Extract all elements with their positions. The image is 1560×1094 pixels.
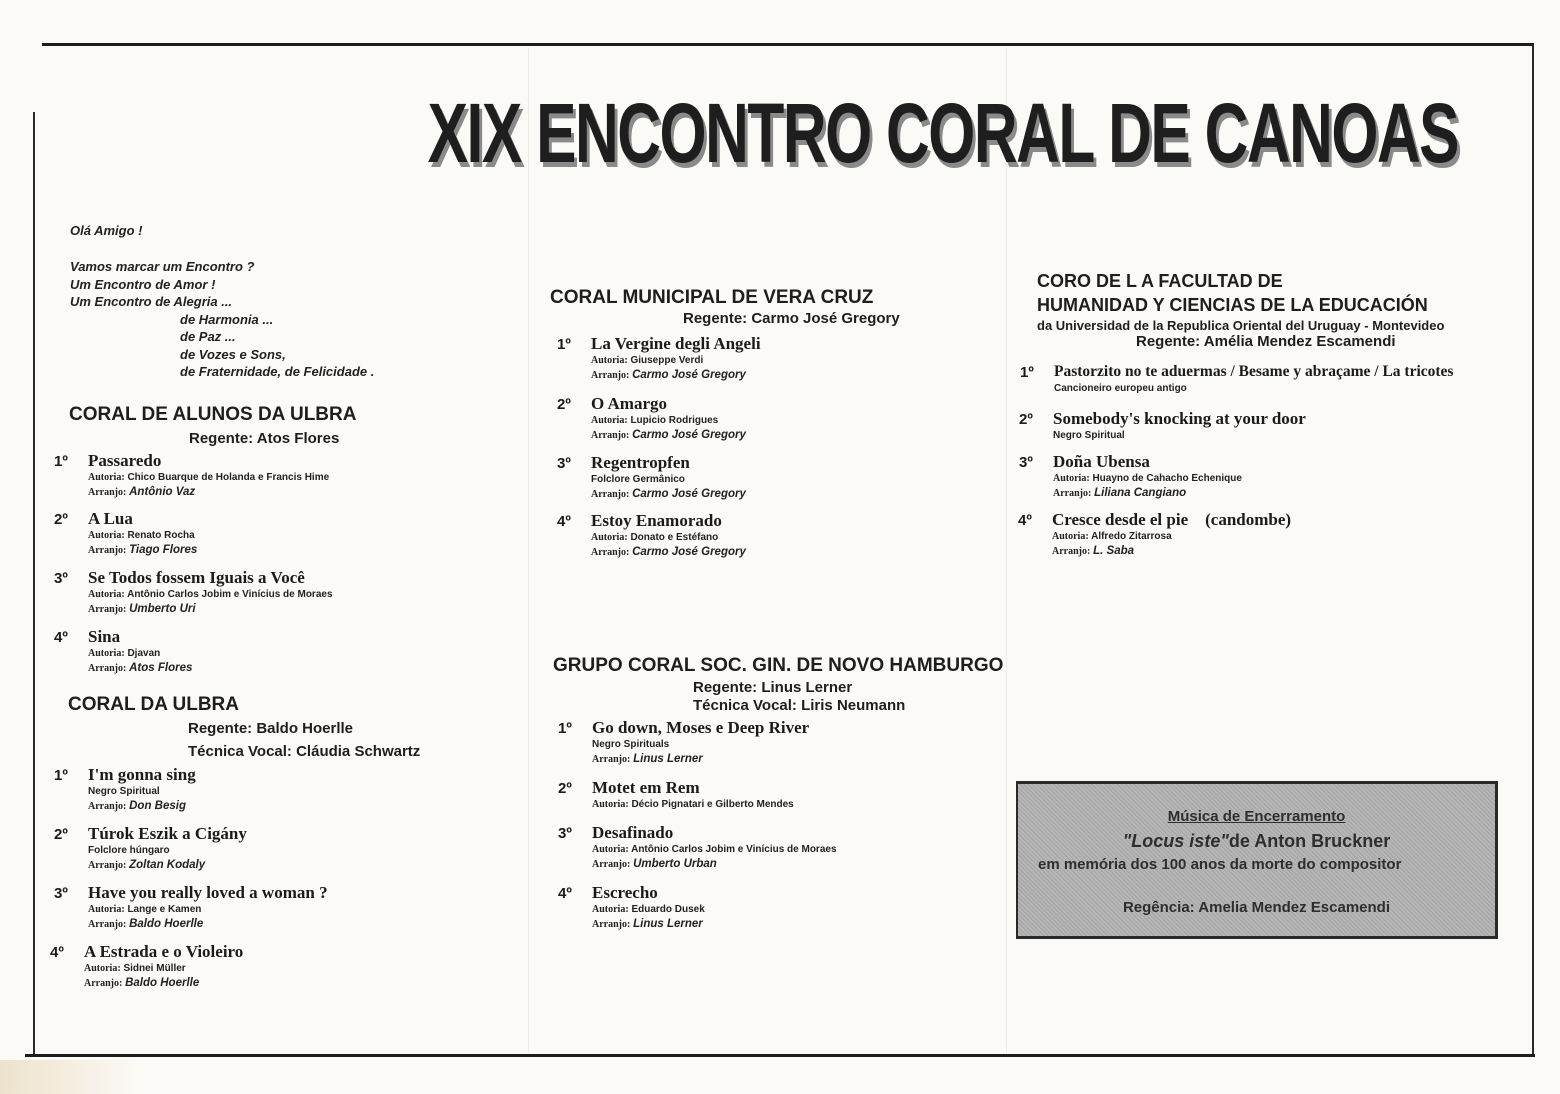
song-title: Escrecho [592, 883, 658, 902]
closing-regencia: Regência: Amelia Mendez Escamendi [1122, 899, 1391, 916]
choir-regente: Regente: Amélia Mendez Escamendi [1136, 333, 1396, 350]
choir-name: GRUPO CORAL SOC. GIN. DE NOVO HAMBURGO [553, 655, 1004, 676]
intro-line: de Harmonia ... [180, 311, 274, 327]
choir-regente: Regente: Carmo José Gregory [683, 310, 900, 327]
choir-regente: Regente: Atos Flores [189, 430, 340, 447]
song-title: Motet em Rem [592, 778, 700, 797]
song-title: I'm gonna sing [88, 765, 196, 784]
song-title: A Estrada e o Violeiro [84, 942, 244, 961]
song-title: Have you really loved a woman ? [88, 883, 328, 902]
song-title: Se Todos fossem Iguais a Você [88, 568, 305, 587]
page-title: XIX ENCONTRO CORAL DE CANOAS [427, 86, 1459, 180]
song-title: Go down, Moses e Deep River [592, 718, 810, 737]
song-title: Passaredo [88, 451, 162, 470]
closing-memorial: em memória dos 100 anos da morte do compositor [1038, 856, 1402, 873]
song-title: Sina [88, 627, 121, 646]
closing-work [1018, 831, 1495, 852]
intro-line: Um Encontro de Amor ! [70, 276, 216, 292]
song-title: Somebody's knocking at your door [1053, 409, 1306, 428]
choir-name-line1: CORO DE L A FACULTAD DE [1037, 271, 1283, 291]
song-title: Regentropfen [591, 453, 690, 472]
border-top [42, 43, 1534, 46]
intro-line: Vamos marcar um Encontro ? [70, 259, 255, 274]
border-right [1532, 45, 1534, 1055]
choir-regente: Regente: Linus Lerner [693, 679, 853, 696]
song-title: Cresce desde el pie (candombe) [1052, 510, 1292, 529]
paper-stain [0, 1060, 140, 1094]
border-bottom [25, 1054, 1535, 1057]
song-title: Pastorzito no te aduermas / Besame y abraçame / La tricotes [1054, 363, 1454, 380]
intro-line: de Fraternidade, de Felicidade . [180, 364, 375, 379]
choir-name: CORAL DA ULBRA [68, 694, 239, 715]
song-title: A Lua [88, 509, 133, 528]
choir-tecnica-vocal: Técnica Vocal: Cláudia Schwartz [188, 743, 421, 760]
intro-line: de Paz ... [180, 329, 236, 344]
intro-line: de Vozes e Sons, [180, 346, 286, 362]
choir-name: CORAL DE ALUNOS DA ULBRA [69, 404, 357, 425]
song-title: Estoy Enamorado [591, 511, 722, 530]
intro-poem [70, 258, 374, 381]
choir-regente: Regente: Baldo Hoerlle [188, 720, 354, 737]
choir-tecnica-vocal: Técnica Vocal: Liris Neumann [693, 697, 906, 714]
closing-heading: Música de Encerramento [1167, 808, 1346, 825]
closing-work-title: "Locus iste" [1122, 831, 1229, 851]
closing-work-composer: de Anton Bruckner [1228, 831, 1391, 851]
border-left [33, 112, 35, 1057]
song-title: La Vergine degli Angeli [591, 334, 761, 353]
song-title: Desafinado [592, 823, 674, 842]
intro-line: Um Encontro de Alegria ... [70, 294, 233, 309]
song-title: Doña Ubensa [1053, 452, 1150, 471]
fold-line [1006, 48, 1007, 1053]
choir-name: CORAL MUNICIPAL DE VERA CRUZ [550, 287, 874, 308]
song-title: O Amargo [591, 394, 668, 413]
song-title: Túrok Eszik a Cigány [88, 824, 247, 843]
choir-university: da Universidad de la Republica Oriental del Uruguay - Montevideo [1037, 318, 1445, 333]
closing-music-box [1016, 781, 1498, 939]
intro-greeting: Olá Amigo ! [70, 223, 143, 238]
fold-line [528, 48, 529, 1053]
choir-name-line2: HUMANIDAD Y CIENCIAS DE LA EDUCACIÓN [1037, 295, 1428, 315]
